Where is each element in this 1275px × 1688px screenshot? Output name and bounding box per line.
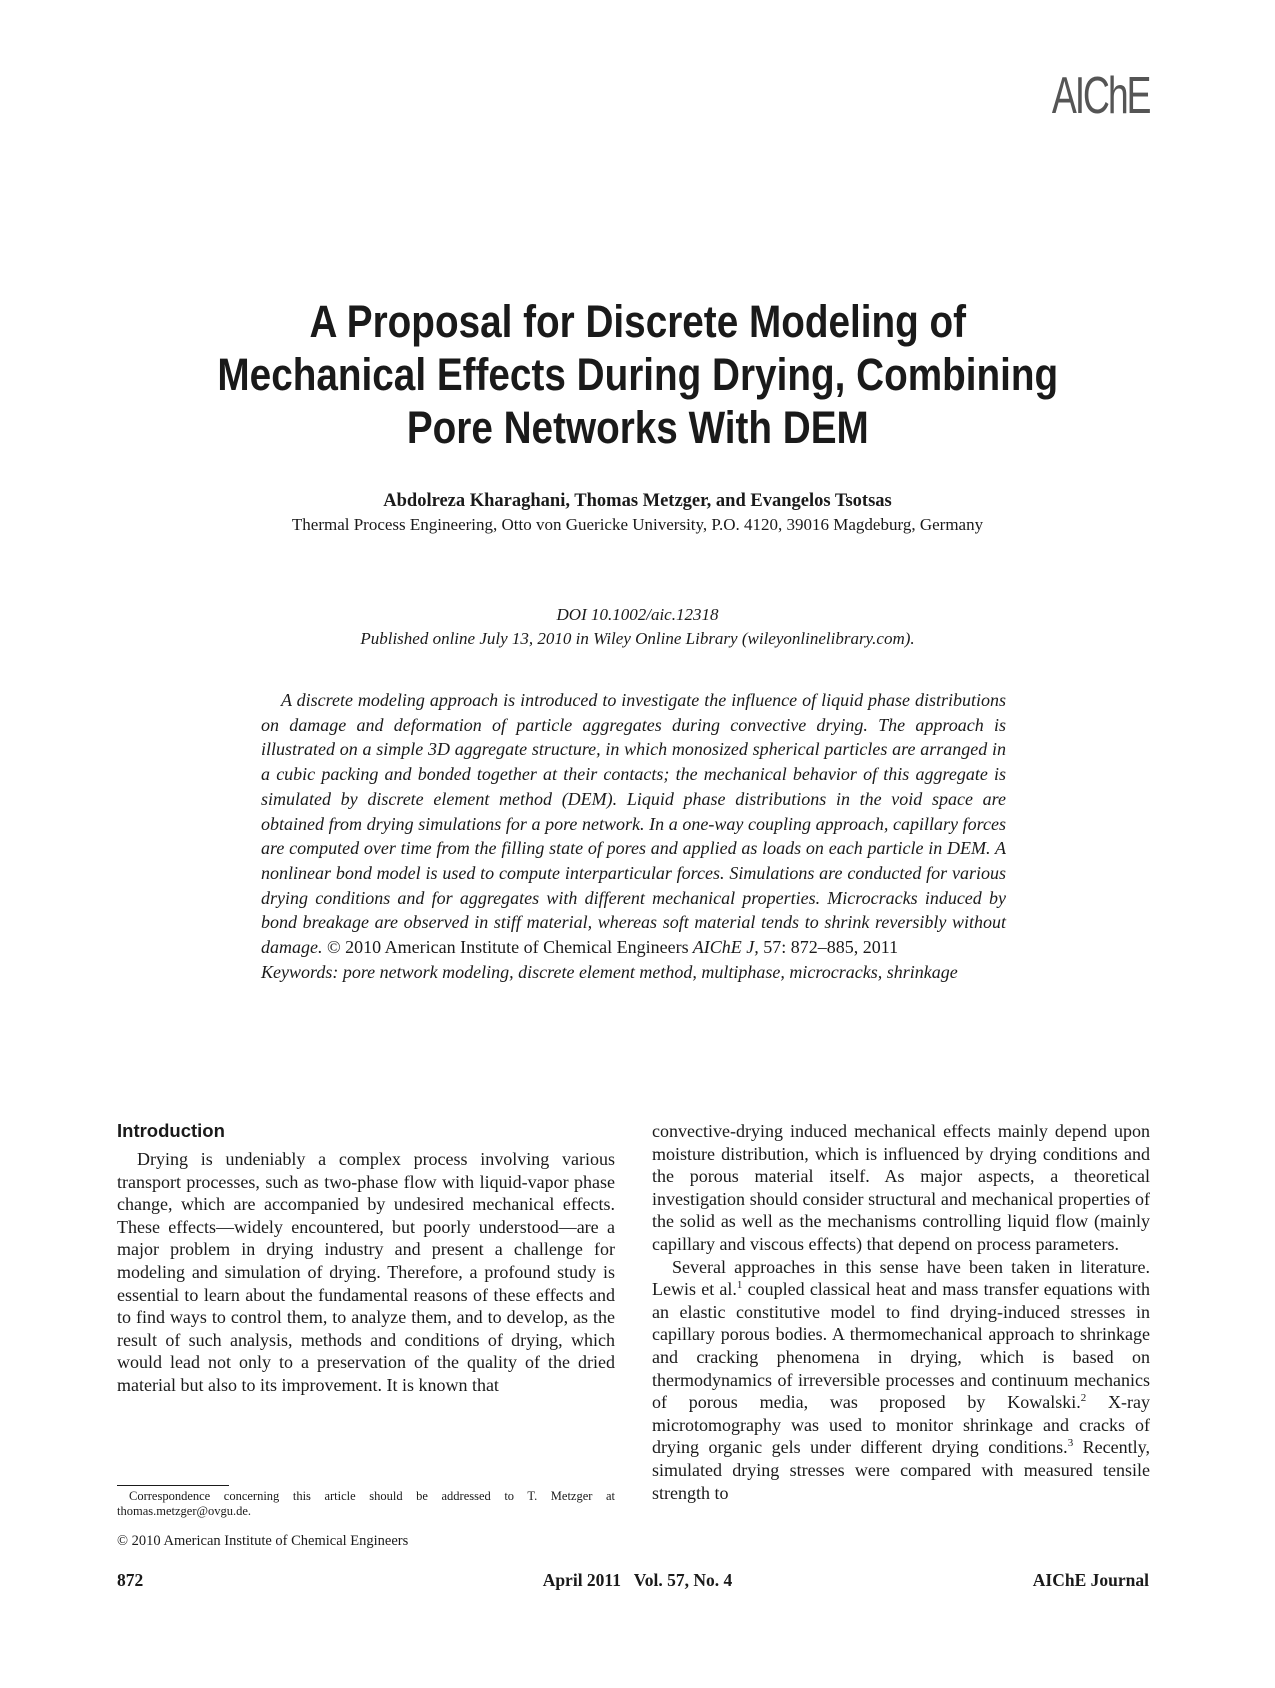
correspondence-footnote <box>117 1489 615 1519</box>
para3-part3: X-ray microtomography was used to monitor shrinkage and cracks of drying organic gels under different drying conditions. <box>652 1392 1150 1458</box>
abstract <box>261 688 1006 984</box>
intro-paragraph-1: Drying is undeniably a complex process involving various transport processes, such as two-phase flow with liquid-vapor phase change, which are accompanied by undesired mechanical effects. These effects—widely encountered, but poorly understood—are a major problem in drying industry and present a challenge for modeling and simulation of drying. Therefore, a profound study is essential to learn about the fundamental reasons of these effects and to find ways to control them, to analyze them, and to develop, as the result of such analysis, methods and conditions of drying, which would lead not only to a preservation of the quality of the dried material but also to its improvement. It is known that <box>117 1149 615 1395</box>
section-heading-introduction: Introduction <box>117 1120 225 1141</box>
journal-name: AIChE Journal <box>1032 1570 1149 1590</box>
title-line-1: A Proposal for Discrete Modeling of <box>309 296 966 347</box>
title-line-2: Mechanical Effects During Drying, Combining <box>217 349 1058 400</box>
affiliation: Thermal Process Engineering, Otto von Guericke University, P.O. 4120, 39016 Magdeburg, Germany <box>291 515 984 534</box>
page-number: 872 <box>117 1570 144 1590</box>
article-title <box>120 295 1155 454</box>
doi[interactable]: DOI 10.1002/aic.12318 <box>556 605 719 624</box>
para3-part4: Recently, simulated drying stresses were compared with measured tensile strength to <box>652 1437 1150 1503</box>
reference-1[interactable]: 1 <box>736 1279 743 1292</box>
right-column <box>652 1120 1150 1504</box>
footnote-text: Correspondence concerning this article should be addressed to T. Metzger at thomas.metzger@ovgu.de. <box>117 1489 615 1518</box>
abstract-body: A discrete modeling approach is introduced to investigate the influence of liquid phase distributions on damage and deformation of particle aggregates during convective drying. The approach is illustrated on a simple 3D aggregate structure, in which monosized spherical particles are arranged in a cubic packing and bonded together at their contacts; the mechanical behavior of this aggregate is simulated by discrete element method (DEM). Liquid phase distributions in the void space are obtained from drying simulations for a pore network. In a one-way coupling approach, capillary forces are computed over time from the filling state of pores and applied as loads on each particle in DEM. A nonlinear bond model is used to compute interparticular forces. Simulations are conducted for various drying conditions and for aggregates with different mechanical properties. Microcracks induced by bond breakage are observed in stiff material, whereas soft material tends to shrink reversibly without damage. <box>261 690 1006 958</box>
abstract-copyright: © 2010 American Institute of Chemical Engineers <box>327 937 689 958</box>
journal-logo: AIChE <box>1051 67 1149 125</box>
publication-info: Published online July 13, 2010 in Wiley Online Library (wileyonlinelibrary.com). <box>360 629 915 648</box>
authors: Abdolreza Kharaghani, Thomas Metzger, and Evangelos Tsotsas <box>383 491 892 511</box>
left-column <box>117 1120 615 1397</box>
intro-paragraph-2: convective-drying induced mechanical effects mainly depend upon moisture distribution, which is influenced by drying conditions and the porous material itself. As major aspects, a theoretical investigation should consider structural and mechanical properties of the solid as well as the mechanisms controlling liquid flow (mainly capillary and viscous effects) that depend on process parameters. <box>652 1121 1150 1254</box>
reference-3[interactable]: 3 <box>1067 1437 1074 1450</box>
para3-part1: Several approaches in this sense have been taken in literature. Lewis et al. <box>652 1256 1150 1300</box>
intro-paragraph-3 <box>652 1256 1150 1505</box>
copyright-notice: © 2010 American Institute of Chemical Engineers <box>117 1533 409 1549</box>
issue-info: April 2011 Vol. 57, No. 4 <box>542 1570 733 1590</box>
abstract-journal-abbrev: AIChE J, <box>692 937 759 958</box>
para3-part2: coupled classical heat and mass transfer equations with an elastic constitutive model to find drying-induced stresses in capillary porous bodies. A thermomechanical approach to shrinkage and cracking phenomena in drying, which is based on thermodynamics of irreversible processes and continuum mechanics of porous media, was proposed by Kowalski. <box>652 1279 1150 1413</box>
title-line-3: Pore Networks With DEM <box>406 402 869 453</box>
footnote-divider <box>117 1485 229 1486</box>
abstract-text <box>261 688 1006 960</box>
reference-2[interactable]: 2 <box>1080 1392 1087 1405</box>
keywords: Keywords: pore network modeling, discrete element method, multiphase, microcracks, shrinkage <box>261 961 958 982</box>
abstract-citation: 57: 872–885, 2011 <box>763 937 899 958</box>
